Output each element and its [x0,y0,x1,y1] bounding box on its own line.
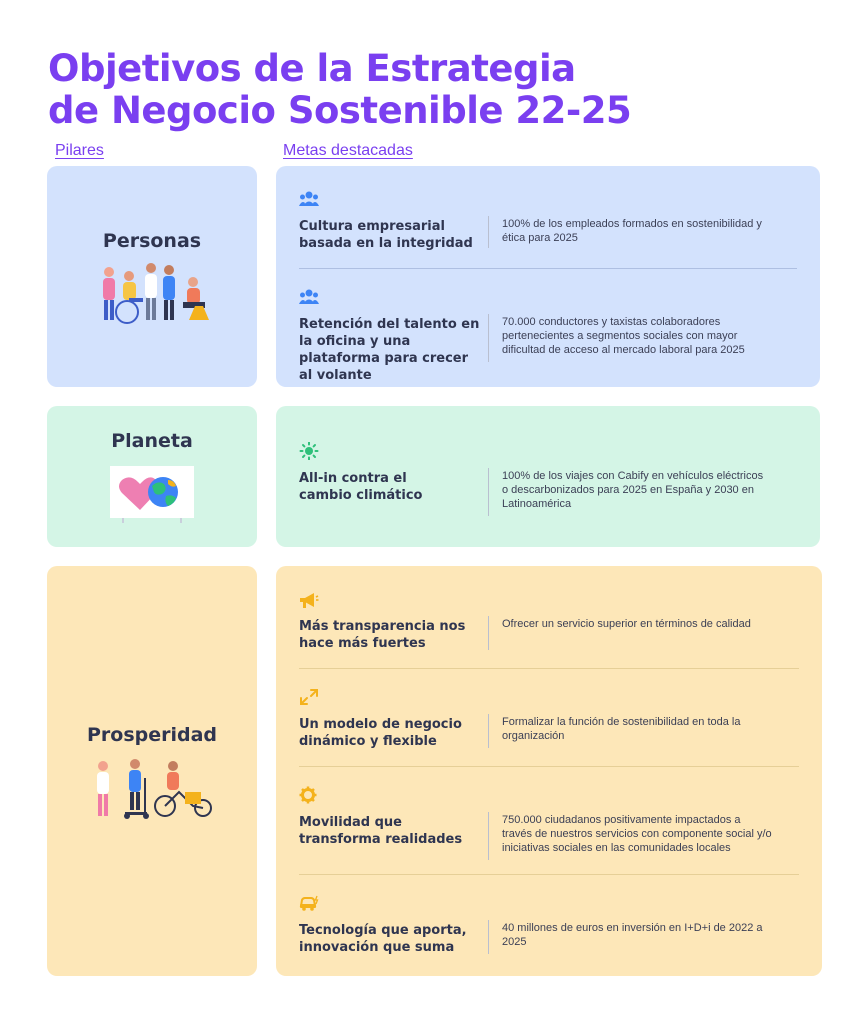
goal-divider [488,314,489,362]
row-separator [299,268,797,269]
goal-description: 70.000 conductores y taxistas colaboradores pertenecientes a segmentos sociales con mayor dificultad de acceso al mercado laboral para 2025 [502,316,745,356]
pillar-name-personas: Personas [102,230,202,252]
sun-icon [299,442,319,460]
goal-title: Un modelo de negocio dinámico y flexible [299,717,462,749]
page-title-line-1: Objetivos de la Estrategia [48,47,576,90]
goal-title: Retención del talento en la oficina y una plataforma para crecer al volante [299,317,480,383]
pillars-column-label: Pilares [55,142,104,159]
row-separator [299,766,799,767]
mobility-people-illustration [89,756,214,820]
goal-divider [488,616,489,650]
row-separator [299,874,799,875]
goal-title: Cultura empresarial basada en la integridad [299,219,473,251]
people-icon [299,190,319,208]
expand-arrows-icon [299,688,319,706]
page-title-line-2: de Negocio Sostenible 22-25 [48,89,632,132]
goal-description: 100% de los empleados formados en sostenibilidad y ética para 2025 [502,218,762,244]
row-separator [299,668,799,669]
pillar-name-prosperidad: Prosperidad [86,724,218,746]
goals-column-label: Metas destacadas [283,142,413,159]
people-group-illustration [99,262,209,326]
pillar-card-planeta [47,406,257,547]
gear-icon [299,786,319,804]
page-title [48,48,668,132]
people-icon [299,288,319,306]
goals-card-personas [276,166,820,387]
goal-title: All-in contra el cambio climático [299,471,423,503]
goal-title: Más transparencia nos hace más fuertes [299,619,466,651]
goal-description: 100% de los viajes con Cabify en vehículos eléctricos o descarbonizados para 2025 en España y 2030 en Latinoamérica [502,470,764,510]
goal-description: 40 millones de euros en inversión en I+D+i de 2022 a 2025 [502,922,763,948]
goals-card-prosperidad [276,566,822,976]
goal-title: Tecnología que aporta, innovación que suma [299,923,467,955]
megaphone-icon [299,592,319,610]
goal-description: Formalizar la función de sostenibilidad en toda la organización [502,716,741,742]
pillar-name-planeta: Planeta [111,430,193,452]
goal-title: Movilidad que transforma realidades [299,815,463,847]
pillar-card-prosperidad [47,566,257,976]
goal-divider [488,714,489,748]
goal-divider [488,468,489,516]
car-icon [299,894,319,912]
goal-description: Ofrecer un servicio superior en términos de calidad [502,618,751,630]
goal-divider [488,812,489,860]
goal-divider [488,920,489,954]
goal-description: 750.000 ciudadanos positivamente impactados a través de nuestros servicios con componente social y/o iniciativas sociales en las comunidades locales [502,814,772,854]
pillar-card-personas [47,166,257,387]
goal-divider [488,216,489,248]
goals-card-planeta [276,406,820,547]
heart-globe-illustration [110,466,194,524]
